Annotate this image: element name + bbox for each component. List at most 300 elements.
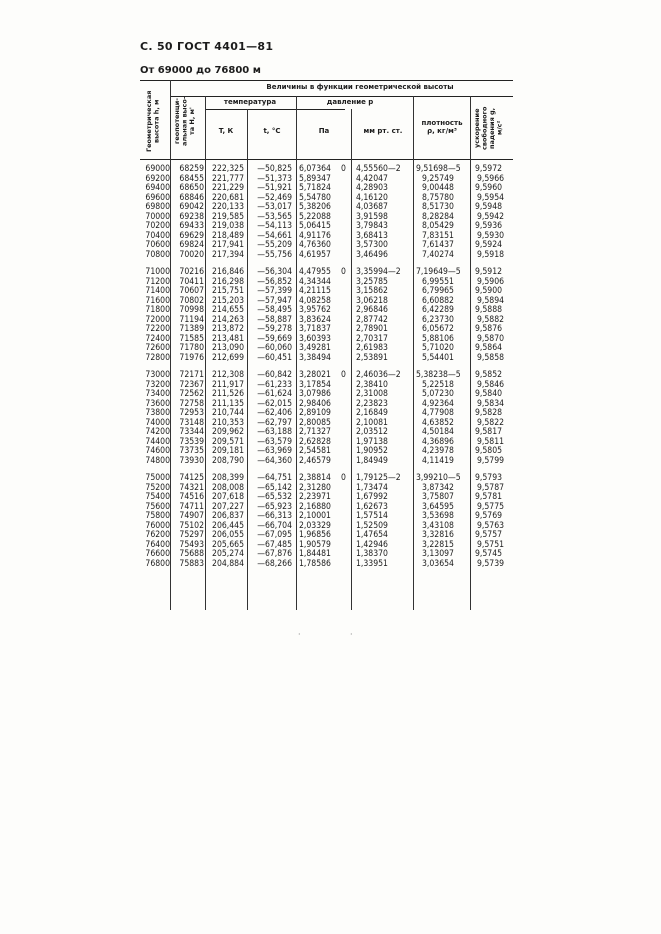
table-cell: 70607: [179, 286, 204, 296]
column-pa: [299, 371, 339, 466]
table-cell: 69042: [179, 202, 204, 212]
table-cell: 9,25749: [422, 173, 454, 184]
table-cell: 9,51698—5: [416, 164, 461, 174]
table-cell: —62,406: [257, 408, 292, 418]
table-cell: 4,63852: [422, 417, 454, 428]
table-cell: —61,624: [257, 389, 292, 399]
column-H: [171, 474, 204, 569]
table-cell: 208,790: [212, 455, 244, 466]
table-cell: 1,79125—2: [356, 473, 401, 483]
column-g: [475, 165, 515, 260]
column-H: [171, 165, 204, 260]
table-cell: 215,751: [212, 286, 244, 296]
table-cell: —55,209: [257, 240, 292, 250]
table-cell: 6,60882: [422, 295, 454, 306]
table-cell: 74800: [145, 455, 170, 466]
table-cell: 3,64595: [422, 501, 454, 512]
table-cell: 1,47654: [356, 530, 388, 540]
table-cell: —67,095: [257, 530, 292, 540]
table-cell: 3,95762: [299, 305, 331, 315]
table-cell: 3,68413: [356, 230, 388, 241]
table-cell: 71194: [179, 314, 204, 325]
pressure-mm-header: мм рт. ст.: [363, 127, 403, 135]
table-cell: 74400: [145, 436, 170, 447]
table-cell: 9,5888: [475, 305, 503, 315]
table-cell: 215,203: [212, 295, 244, 306]
table-cell: 72000: [145, 314, 170, 325]
table-cell: 1,38370: [356, 549, 388, 559]
table-cell: 70800: [145, 249, 170, 260]
table-cell: 68650: [179, 183, 204, 193]
table-cell: —59,669: [257, 333, 292, 344]
table-cell: 9,00448: [422, 183, 454, 193]
column-mm: [356, 371, 416, 466]
table-cell: 72953: [179, 408, 204, 418]
table-cell: 71000: [145, 267, 170, 277]
table-cell: 214,655: [212, 305, 244, 315]
table-cell: 1,57514: [356, 511, 388, 521]
table-cell: 9,5936: [475, 221, 503, 231]
table-cell: —63,969: [257, 446, 292, 456]
table-cell: —51,921: [257, 183, 292, 193]
table-cell: —64,360: [257, 455, 292, 466]
column-g: [475, 371, 515, 466]
table-cell: 3,57300: [356, 240, 388, 250]
column-T: [206, 165, 244, 260]
table-cell: 1,33951: [356, 558, 388, 569]
table-cell: 71585: [179, 333, 204, 344]
table-cell: 68259: [179, 164, 204, 174]
table-cell: 70200: [145, 221, 170, 231]
table-cell: 9,5954: [477, 192, 505, 203]
table-cell: 9,5799: [477, 455, 505, 466]
table-cell: 69824: [179, 240, 204, 250]
table-cell: 4,61957: [299, 249, 331, 260]
density-header: плотность ρ, кг/м³: [421, 119, 463, 135]
table-cell: 2,38410: [356, 379, 388, 390]
table-cell: 4,03687: [356, 202, 388, 212]
table-cell: —53,017: [257, 202, 292, 212]
table-cell: 72367: [179, 379, 204, 390]
table-cell: 69433: [179, 221, 204, 231]
column-pa: [299, 165, 339, 260]
table-cell: 210,353: [212, 417, 244, 428]
table-cell: 74321: [179, 482, 204, 493]
table-cell: 9,5912: [475, 267, 503, 277]
table-cell: 2,46036—2: [356, 370, 401, 380]
table-cell: 5,71824: [299, 183, 331, 193]
table-cell: 73344: [179, 427, 204, 437]
table-cell: 2,16880: [299, 501, 331, 512]
table-cell: 69600: [145, 192, 170, 203]
table-cell: 9,5793: [475, 473, 503, 483]
table-cell: 3,32816: [422, 530, 454, 540]
table-cell: 2,80085: [299, 417, 331, 428]
table-cell: —66,313: [257, 511, 292, 521]
table-cell: 9,5787: [477, 482, 505, 493]
table-cell: —67,485: [257, 539, 292, 550]
table-cell: —60,451: [257, 352, 292, 363]
table-cell: 72562: [179, 389, 204, 399]
table-cell: —56,304: [257, 267, 292, 277]
table-cell: 5,22518: [422, 379, 454, 390]
table-cell: —60,842: [257, 370, 292, 380]
table-cell: 75883: [179, 558, 204, 569]
table-cell: 1,90579: [299, 539, 331, 550]
pa-exponent: 0: [341, 267, 346, 277]
table-cell: 221,229: [212, 183, 244, 193]
table-cell: 4,21115: [299, 286, 331, 296]
table-cell: 8,28284: [422, 211, 454, 222]
table-cell: 1,84949: [356, 455, 388, 466]
table-cell: 213,872: [212, 324, 244, 334]
pa-exponent: 0: [341, 164, 346, 174]
table-cell: 5,71020: [422, 343, 454, 353]
table-cell: 2,31008: [356, 389, 388, 399]
table-cell: 72800: [145, 352, 170, 363]
table-cell: 9,5918: [477, 249, 505, 260]
temp-k-header: T, К: [218, 127, 234, 135]
table-cell: 9,5775: [477, 501, 505, 512]
table-cell: 3,07986: [299, 389, 331, 399]
table-cell: 3,75807: [422, 492, 454, 502]
column-T: [206, 474, 244, 569]
table-cell: 219,585: [212, 211, 244, 222]
table-cell: 73148: [179, 417, 204, 428]
table-cell: 9,5972: [475, 164, 503, 174]
table-cell: 5,22088: [299, 211, 331, 222]
column-pa: [299, 268, 339, 363]
table-cell: 4,47955: [299, 267, 331, 277]
table-cell: 72400: [145, 333, 170, 344]
table-cell: 71780: [179, 343, 204, 353]
table-cell: —62,797: [257, 417, 292, 428]
table-cell: 2,54581: [299, 446, 331, 456]
table-cell: 5,54780: [299, 192, 331, 203]
table-cell: 1,78586: [299, 558, 331, 569]
table-cell: 69629: [179, 230, 204, 241]
table-cell: 71976: [179, 352, 204, 363]
table-cell: 9,5870: [477, 333, 505, 344]
table-cell: —58,495: [257, 305, 292, 315]
table-cell: 2,46579: [299, 455, 331, 466]
table-cell: 2,89109: [299, 408, 331, 418]
table-cell: 1,96856: [299, 530, 331, 540]
table-cell: 2,10001: [299, 511, 331, 521]
table-cell: 208,008: [212, 482, 244, 493]
table-cell: 6,79965: [422, 286, 454, 296]
table-cell: 3,35994—2: [356, 267, 401, 277]
table-cell: 209,962: [212, 427, 244, 437]
column-h: [140, 165, 170, 260]
table-cell: 6,07364: [299, 164, 331, 174]
column-mm: [356, 268, 416, 363]
table-cell: 9,5811: [477, 436, 505, 447]
table-cell: —65,142: [257, 482, 292, 493]
column-pa: [299, 474, 339, 569]
table-cell: 74907: [179, 511, 204, 521]
header-bottom-rule: [140, 159, 513, 160]
column-t: [248, 474, 292, 569]
table-cell: 4,42047: [356, 173, 388, 184]
table-cell: 219,038: [212, 221, 244, 231]
table-cell: 70216: [179, 267, 204, 277]
table-cell: 221,777: [212, 173, 244, 184]
table-cell: 70998: [179, 305, 204, 315]
table-cell: 212,699: [212, 352, 244, 363]
table-cell: 74516: [179, 492, 204, 502]
table-cell: 206,055: [212, 530, 244, 540]
footer-mark: ·: [350, 630, 353, 639]
table-cell: 4,76360: [299, 240, 331, 250]
table-cell: —53,565: [257, 211, 292, 222]
table-cell: 3,15862: [356, 286, 388, 296]
table-cell: 4,77908: [422, 408, 454, 418]
table-cell: 2,23823: [356, 398, 388, 409]
table-cell: 71800: [145, 305, 170, 315]
table-cell: 9,5858: [477, 352, 505, 363]
table-cell: 220,681: [212, 192, 244, 203]
table-cell: 3,03654: [422, 558, 454, 569]
table-cell: 3,91598: [356, 211, 388, 222]
table-cell: 9,5840: [475, 389, 503, 399]
table-cell: 7,83151: [422, 230, 454, 241]
table-cell: 74711: [179, 501, 204, 512]
table-cell: 4,50184: [422, 427, 454, 437]
table-cell: 69238: [179, 211, 204, 222]
table-cell: 7,61437: [422, 240, 454, 250]
table-cell: 1,73474: [356, 482, 388, 493]
table-cell: 9,5757: [475, 530, 503, 540]
table-cell: 6,23730: [422, 314, 454, 325]
table-cell: —57,947: [257, 295, 292, 306]
table-cell: —56,852: [257, 276, 292, 287]
table-cell: 4,92364: [422, 398, 454, 409]
table-cell: —57,399: [257, 286, 292, 296]
table-cell: —54,113: [257, 221, 292, 231]
table-cell: —50,825: [257, 164, 292, 174]
table-cell: 3,79843: [356, 221, 388, 231]
geometric-height-header: Геометрическая высота h, м: [145, 90, 161, 152]
table-cell: 69000: [145, 164, 170, 174]
table-cell: 76200: [145, 530, 170, 540]
table-cell: 3,99210—5: [416, 473, 461, 483]
table-cell: 75102: [179, 520, 204, 531]
table-cell: 9,5864: [475, 343, 503, 353]
table-cell: —67,876: [257, 549, 292, 559]
table-cell: 5,54401: [422, 352, 454, 363]
table-cell: 4,28903: [356, 183, 388, 193]
table-cell: 4,08258: [299, 295, 331, 306]
table-cell: 70411: [179, 276, 204, 287]
table-cell: 4,23978: [422, 446, 454, 456]
table-cell: 75200: [145, 482, 170, 493]
table-cell: —63,579: [257, 436, 292, 447]
table-cell: 6,05672: [422, 324, 454, 334]
table-cell: 1,62673: [356, 501, 388, 512]
table-cell: —68,266: [257, 558, 292, 569]
table-cell: 75493: [179, 539, 204, 550]
table-cell: —58,887: [257, 314, 292, 325]
table-cell: 9,5781: [475, 492, 503, 502]
table-cell: 7,19649—5: [416, 267, 461, 277]
table-cell: 73800: [145, 408, 170, 418]
table-cell: 9,5876: [475, 324, 503, 334]
table-cell: 9,5763: [477, 520, 505, 531]
table-cell: 5,38238—5: [416, 370, 461, 380]
table-cell: 73930: [179, 455, 204, 466]
table-cell: 76800: [145, 558, 170, 569]
table-cell: 2,53891: [356, 352, 388, 363]
table-cell: 2,03512: [356, 427, 388, 437]
table-cell: —61,233: [257, 379, 292, 390]
table-cell: 9,5924: [475, 240, 503, 250]
table-cell: 73200: [145, 379, 170, 390]
table-cell: 4,11419: [422, 455, 454, 466]
table-cell: 9,5846: [477, 379, 505, 390]
table-cell: 6,42289: [422, 305, 454, 315]
table-cell: 9,5894: [477, 295, 505, 306]
pa-exponent: 0: [341, 370, 346, 380]
table-cell: 3,17854: [299, 379, 331, 390]
table-cell: 211,135: [212, 398, 244, 409]
table-cell: —60,060: [257, 343, 292, 353]
geopotential-height-header: геопотенци- альная высо- та H, м': [173, 96, 196, 146]
table-cell: 216,846: [212, 267, 244, 277]
table-cell: 206,837: [212, 511, 244, 521]
column-rho: [416, 474, 472, 569]
table-cell: 208,399: [212, 473, 244, 483]
table-cell: 2,23971: [299, 492, 331, 502]
table-cell: 73600: [145, 398, 170, 409]
table-cell: 210,744: [212, 408, 244, 418]
table-cell: 9,5745: [475, 549, 503, 559]
table-cell: 209,181: [212, 446, 244, 456]
subgroup-header-rule: [205, 109, 345, 110]
table-cell: 2,10081: [356, 417, 388, 428]
table-cell: 211,917: [212, 379, 244, 390]
table-cell: 3,46496: [356, 249, 388, 260]
table-cell: 9,5817: [475, 427, 503, 437]
table-cell: 2,31280: [299, 482, 331, 493]
table-cell: 3,83624: [299, 314, 331, 325]
table-cell: 75800: [145, 511, 170, 521]
table-cell: 73400: [145, 389, 170, 399]
table-cell: 4,91176: [299, 230, 331, 241]
table-cell: 205,665: [212, 539, 244, 550]
table-cell: 9,5900: [475, 286, 503, 296]
table-cell: 217,941: [212, 240, 244, 250]
table-cell: 9,5769: [475, 511, 503, 521]
temp-c-header: t, °С: [263, 127, 281, 135]
table-cell: 69400: [145, 183, 170, 193]
table-cell: 4,55560—2: [356, 164, 401, 174]
table-cell: 69800: [145, 202, 170, 212]
table-cell: 75400: [145, 492, 170, 502]
column-H: [171, 268, 204, 363]
table-cell: 3,49281: [299, 343, 331, 353]
table-cell: 76600: [145, 549, 170, 559]
table-cell: 75000: [145, 473, 170, 483]
table-cell: 222,325: [212, 164, 244, 174]
table-cell: 76400: [145, 539, 170, 550]
table-cell: 9,5906: [477, 276, 505, 287]
column-g: [475, 474, 515, 569]
table-cell: 3,28021: [299, 370, 331, 380]
table-cell: 3,53698: [422, 511, 454, 521]
table-cell: 2,87742: [356, 314, 388, 325]
altitude-range-label: От 69000 до 76800 м: [140, 65, 261, 76]
group-header: Величины в функции геометрической высоты: [266, 83, 454, 91]
table-cell: 9,5966: [477, 173, 505, 184]
column-t: [248, 268, 292, 363]
table-cell: 5,07230: [422, 389, 454, 399]
table-cell: 8,75780: [422, 192, 454, 203]
column-mm: [356, 165, 416, 260]
table-cell: 73735: [179, 446, 204, 456]
table-cell: 1,84481: [299, 549, 331, 559]
table-cell: 70400: [145, 230, 170, 241]
table-cell: 2,78901: [356, 324, 388, 334]
column-mm: [356, 474, 416, 569]
column-rho: [416, 165, 472, 260]
table-cell: 2,61983: [356, 343, 388, 353]
temperature-header: температура: [223, 98, 277, 106]
col-divider: [296, 96, 297, 610]
table-cell: 72171: [179, 370, 204, 380]
table-cell: —54,661: [257, 230, 292, 241]
table-cell: 218,489: [212, 230, 244, 241]
table-cell: 220,133: [212, 202, 244, 212]
table-cell: 1,67992: [356, 492, 388, 502]
page-header: С. 50 ГОСТ 4401—81: [140, 40, 274, 53]
table-cell: 72200: [145, 324, 170, 334]
table-cell: 6,99551: [422, 276, 454, 287]
table-cell: 207,227: [212, 501, 244, 512]
table-cell: 213,481: [212, 333, 244, 344]
table-cell: 8,51730: [422, 202, 454, 212]
table-cell: 71389: [179, 324, 204, 334]
table-cell: —55,756: [257, 249, 292, 260]
gravity-header: ускорение свободного падения g, м/с²: [473, 106, 504, 150]
table-cell: 70600: [145, 240, 170, 250]
table-cell: 75600: [145, 501, 170, 512]
table-cell: 5,88106: [422, 333, 454, 344]
table-cell: 9,5834: [477, 398, 505, 409]
table-cell: 76000: [145, 520, 170, 531]
table-cell: 3,38494: [299, 352, 331, 363]
table-cell: 207,618: [212, 492, 244, 502]
pa-exponent: 0: [341, 473, 346, 483]
table-cell: 4,34344: [299, 276, 331, 287]
table-cell: 3,22815: [422, 539, 454, 550]
table-cell: —64,751: [257, 473, 292, 483]
table-cell: 3,13097: [422, 549, 454, 559]
table-cell: 74200: [145, 427, 170, 437]
table-cell: 9,5822: [477, 417, 505, 428]
table-cell: 74600: [145, 446, 170, 456]
table-cell: 9,5852: [475, 370, 503, 380]
table-cell: 205,274: [212, 549, 244, 559]
table-cell: 217,394: [212, 249, 244, 260]
table-cell: 9,5942: [477, 211, 505, 222]
table-cell: 2,98406: [299, 398, 331, 409]
column-T: [206, 268, 244, 363]
table-cell: 72600: [145, 343, 170, 353]
table-cell: 75688: [179, 549, 204, 559]
table-cell: —65,923: [257, 501, 292, 512]
table-cell: 1,52509: [356, 520, 388, 531]
